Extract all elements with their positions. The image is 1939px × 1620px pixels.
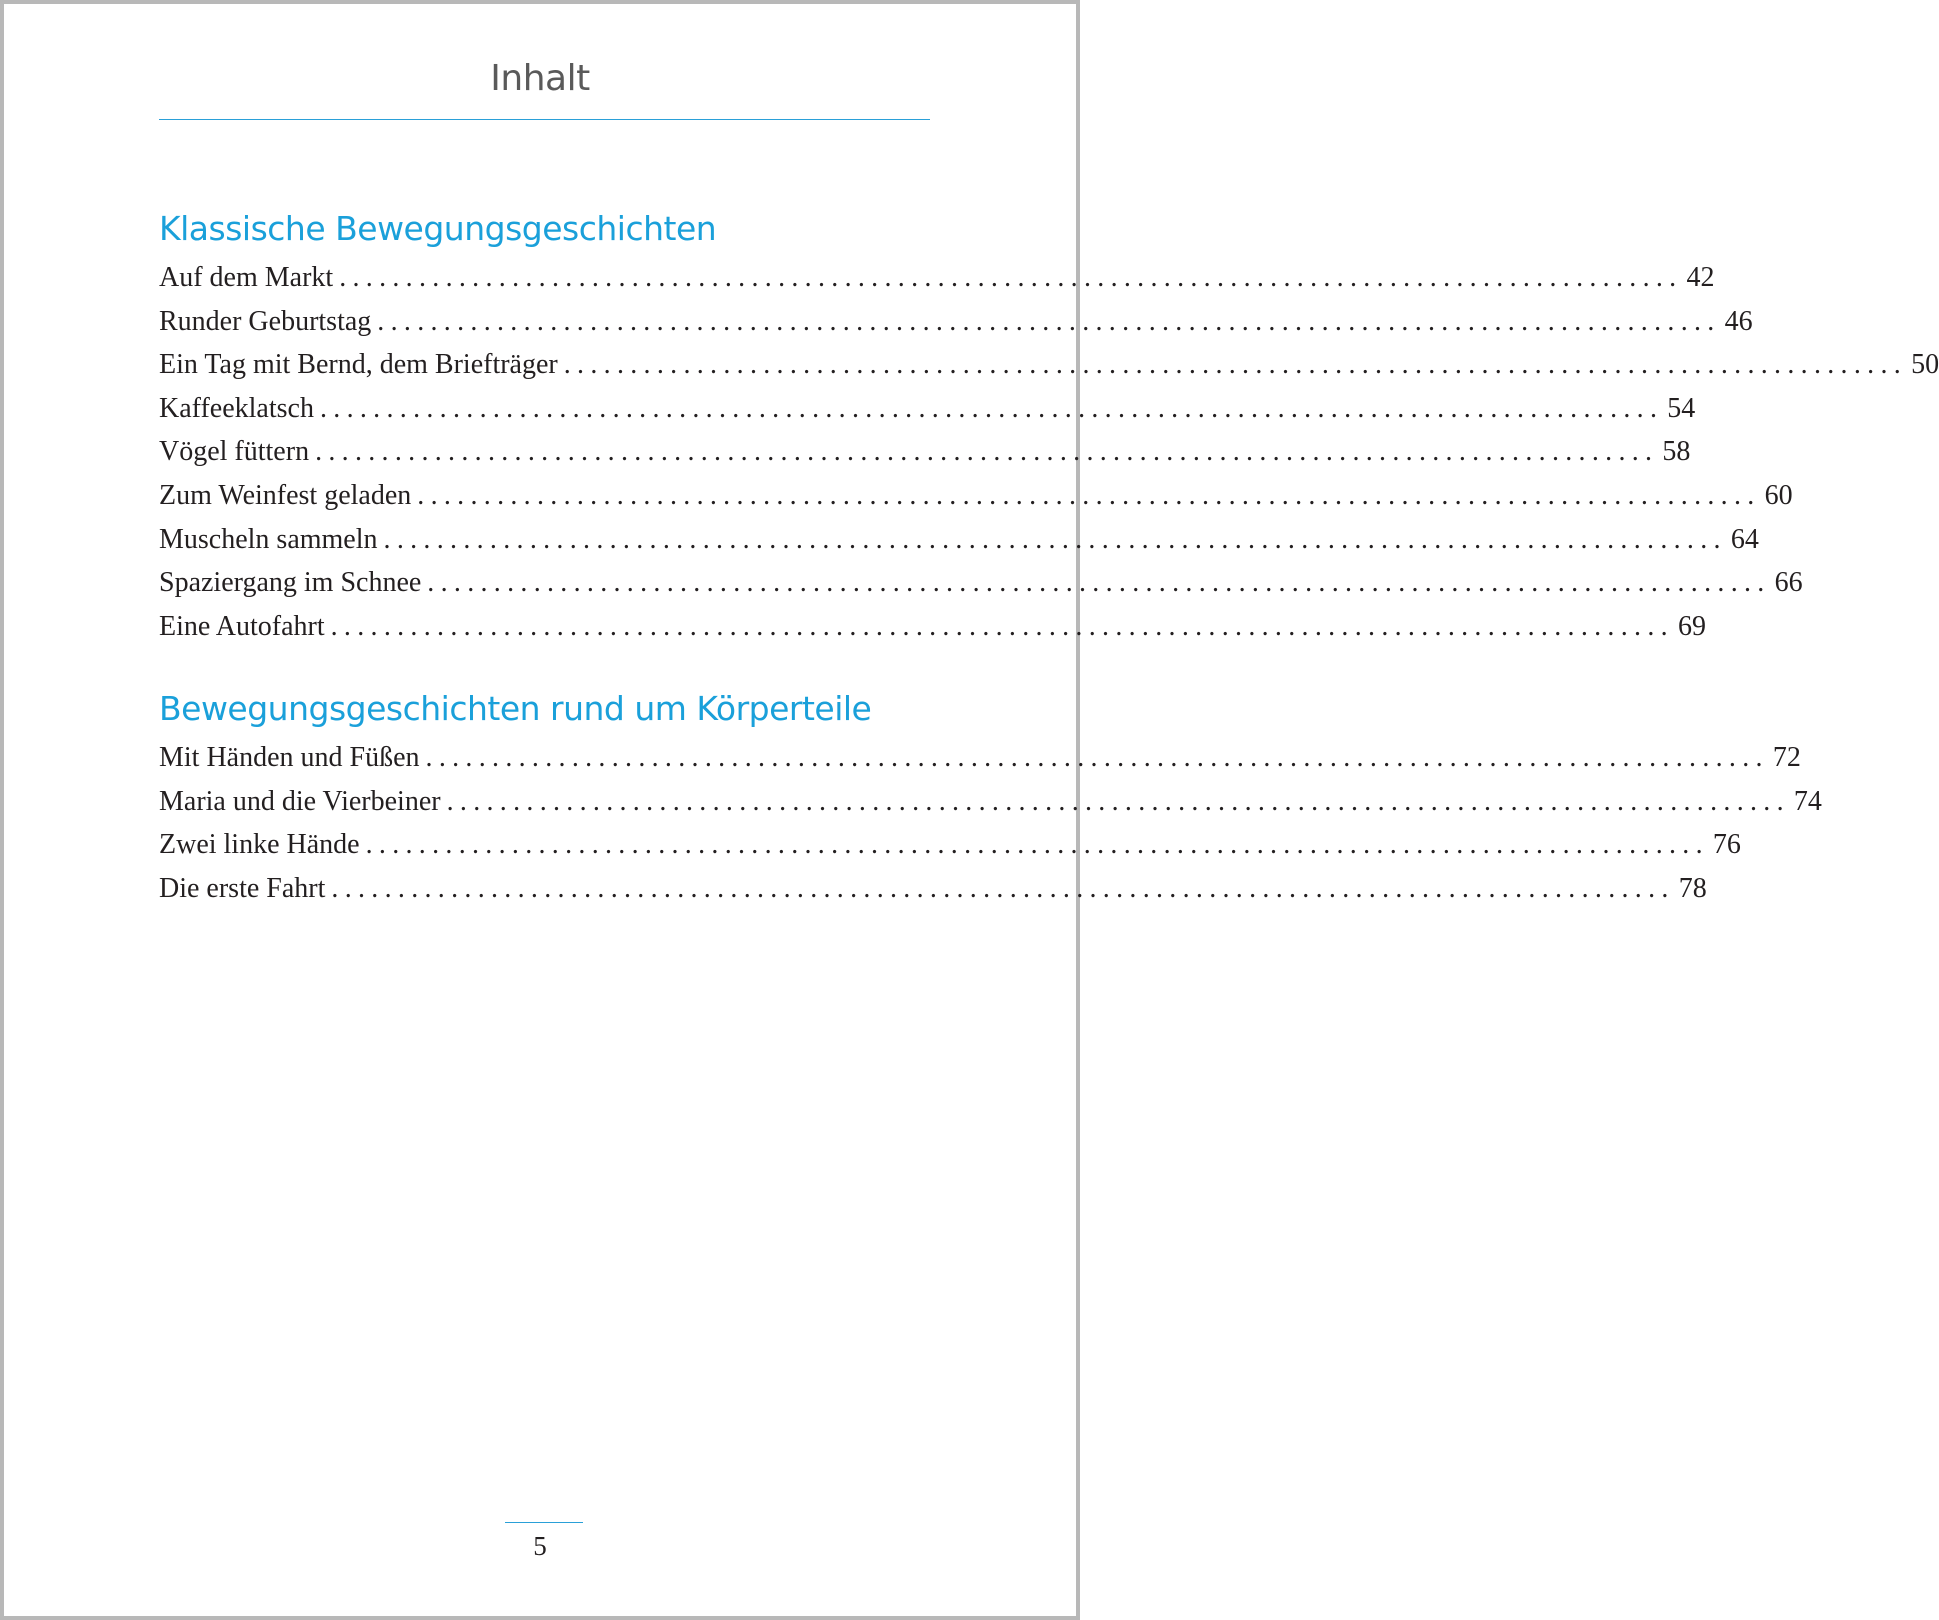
toc-entry[interactable]: [159, 523, 1759, 568]
section-heading-klassische: Klassische Bewegungsgeschichten: [159, 209, 717, 248]
toc-entry-page: 50: [1911, 349, 1939, 381]
toc-entry-page: 76: [1712, 829, 1741, 861]
toc-entry[interactable]: [159, 262, 1715, 306]
dot-leader: .....................................................................................................: [383, 523, 1727, 555]
toc-entry[interactable]: [159, 610, 1706, 655]
toc-entry[interactable]: [159, 392, 1696, 437]
toc-entry-page: 69: [1677, 610, 1706, 642]
toc-entry[interactable]: [159, 305, 1753, 350]
toc-entry[interactable]: [159, 567, 1803, 611]
toc-entry[interactable]: [159, 872, 1707, 917]
toc-entry[interactable]: [159, 829, 1741, 873]
toc-entry-title: Vögel füttern: [159, 436, 310, 468]
toc-entry-title: Zwei linke Hände: [159, 829, 360, 861]
toc-entry-title: Eine Autofahrt: [159, 610, 325, 642]
page-title: Inhalt: [490, 58, 590, 99]
toc-entry-title: Mit Händen und Füßen: [159, 742, 420, 773]
toc-entry-page: 78: [1678, 872, 1707, 904]
dot-leader: .....................................................................................................: [339, 262, 1683, 293]
toc-entry[interactable]: [159, 436, 1691, 480]
dot-leader: .....................................................................................................: [425, 742, 1769, 773]
header-divider: [159, 119, 930, 120]
toc-entry-title: Maria und die Vierbeiner: [159, 785, 441, 817]
dot-leader: .....................................................................................................: [563, 349, 1908, 381]
dot-leader: .....................................................................................................: [427, 567, 1771, 599]
toc-entry-page: 54: [1667, 392, 1696, 424]
toc-entry-title: Auf dem Markt: [159, 262, 334, 293]
toc-entry-page: 64: [1730, 523, 1759, 555]
toc-entry-page: 74: [1793, 785, 1822, 817]
dot-leader: .....................................................................................................: [446, 785, 1790, 817]
toc-entry-title: Spaziergang im Schnee: [159, 567, 422, 599]
page-number: 5: [533, 1531, 547, 1561]
dot-leader: .....................................................................................................: [417, 479, 1761, 511]
toc-entry-page: 66: [1774, 567, 1803, 599]
toc-entry[interactable]: [159, 479, 1793, 524]
toc-entry-title: Muscheln sammeln: [159, 523, 378, 555]
toc-entry-title: Kaffeeklatsch: [159, 392, 314, 424]
dot-leader: .....................................................................................................: [365, 829, 1709, 861]
dot-leader: .....................................................................................................: [319, 392, 1664, 424]
toc-entry-page: 46: [1724, 305, 1753, 337]
footer-divider: [505, 1522, 583, 1523]
toc-entry-title: Zum Weinfest geladen: [159, 479, 412, 511]
toc-entry[interactable]: [159, 349, 1939, 393]
toc-entry-title: Die erste Fahrt: [159, 872, 326, 904]
section-heading-koerperteile: Bewegungsgeschichten rund um Körperteile: [159, 689, 872, 728]
toc-entry-page: 58: [1662, 436, 1691, 468]
toc-entry[interactable]: [159, 785, 1822, 830]
dot-leader: .....................................................................................................: [331, 872, 1675, 904]
dot-leader: .....................................................................................................: [315, 436, 1659, 468]
toc-entry-title: Ein Tag mit Bernd, dem Briefträger: [159, 349, 558, 381]
dot-leader: .....................................................................................................: [330, 610, 1674, 642]
toc-list-section-2: [159, 742, 1822, 916]
dot-leader: .....................................................................................................: [377, 305, 1721, 337]
toc-entry[interactable]: [159, 742, 1801, 786]
toc-list-section-1: [159, 262, 1939, 654]
toc-entry-page: 60: [1764, 479, 1793, 511]
toc-entry-page: 72: [1772, 742, 1801, 773]
toc-entry-page: 42: [1686, 262, 1715, 293]
toc-entry-title: Runder Geburtstag: [159, 305, 372, 337]
